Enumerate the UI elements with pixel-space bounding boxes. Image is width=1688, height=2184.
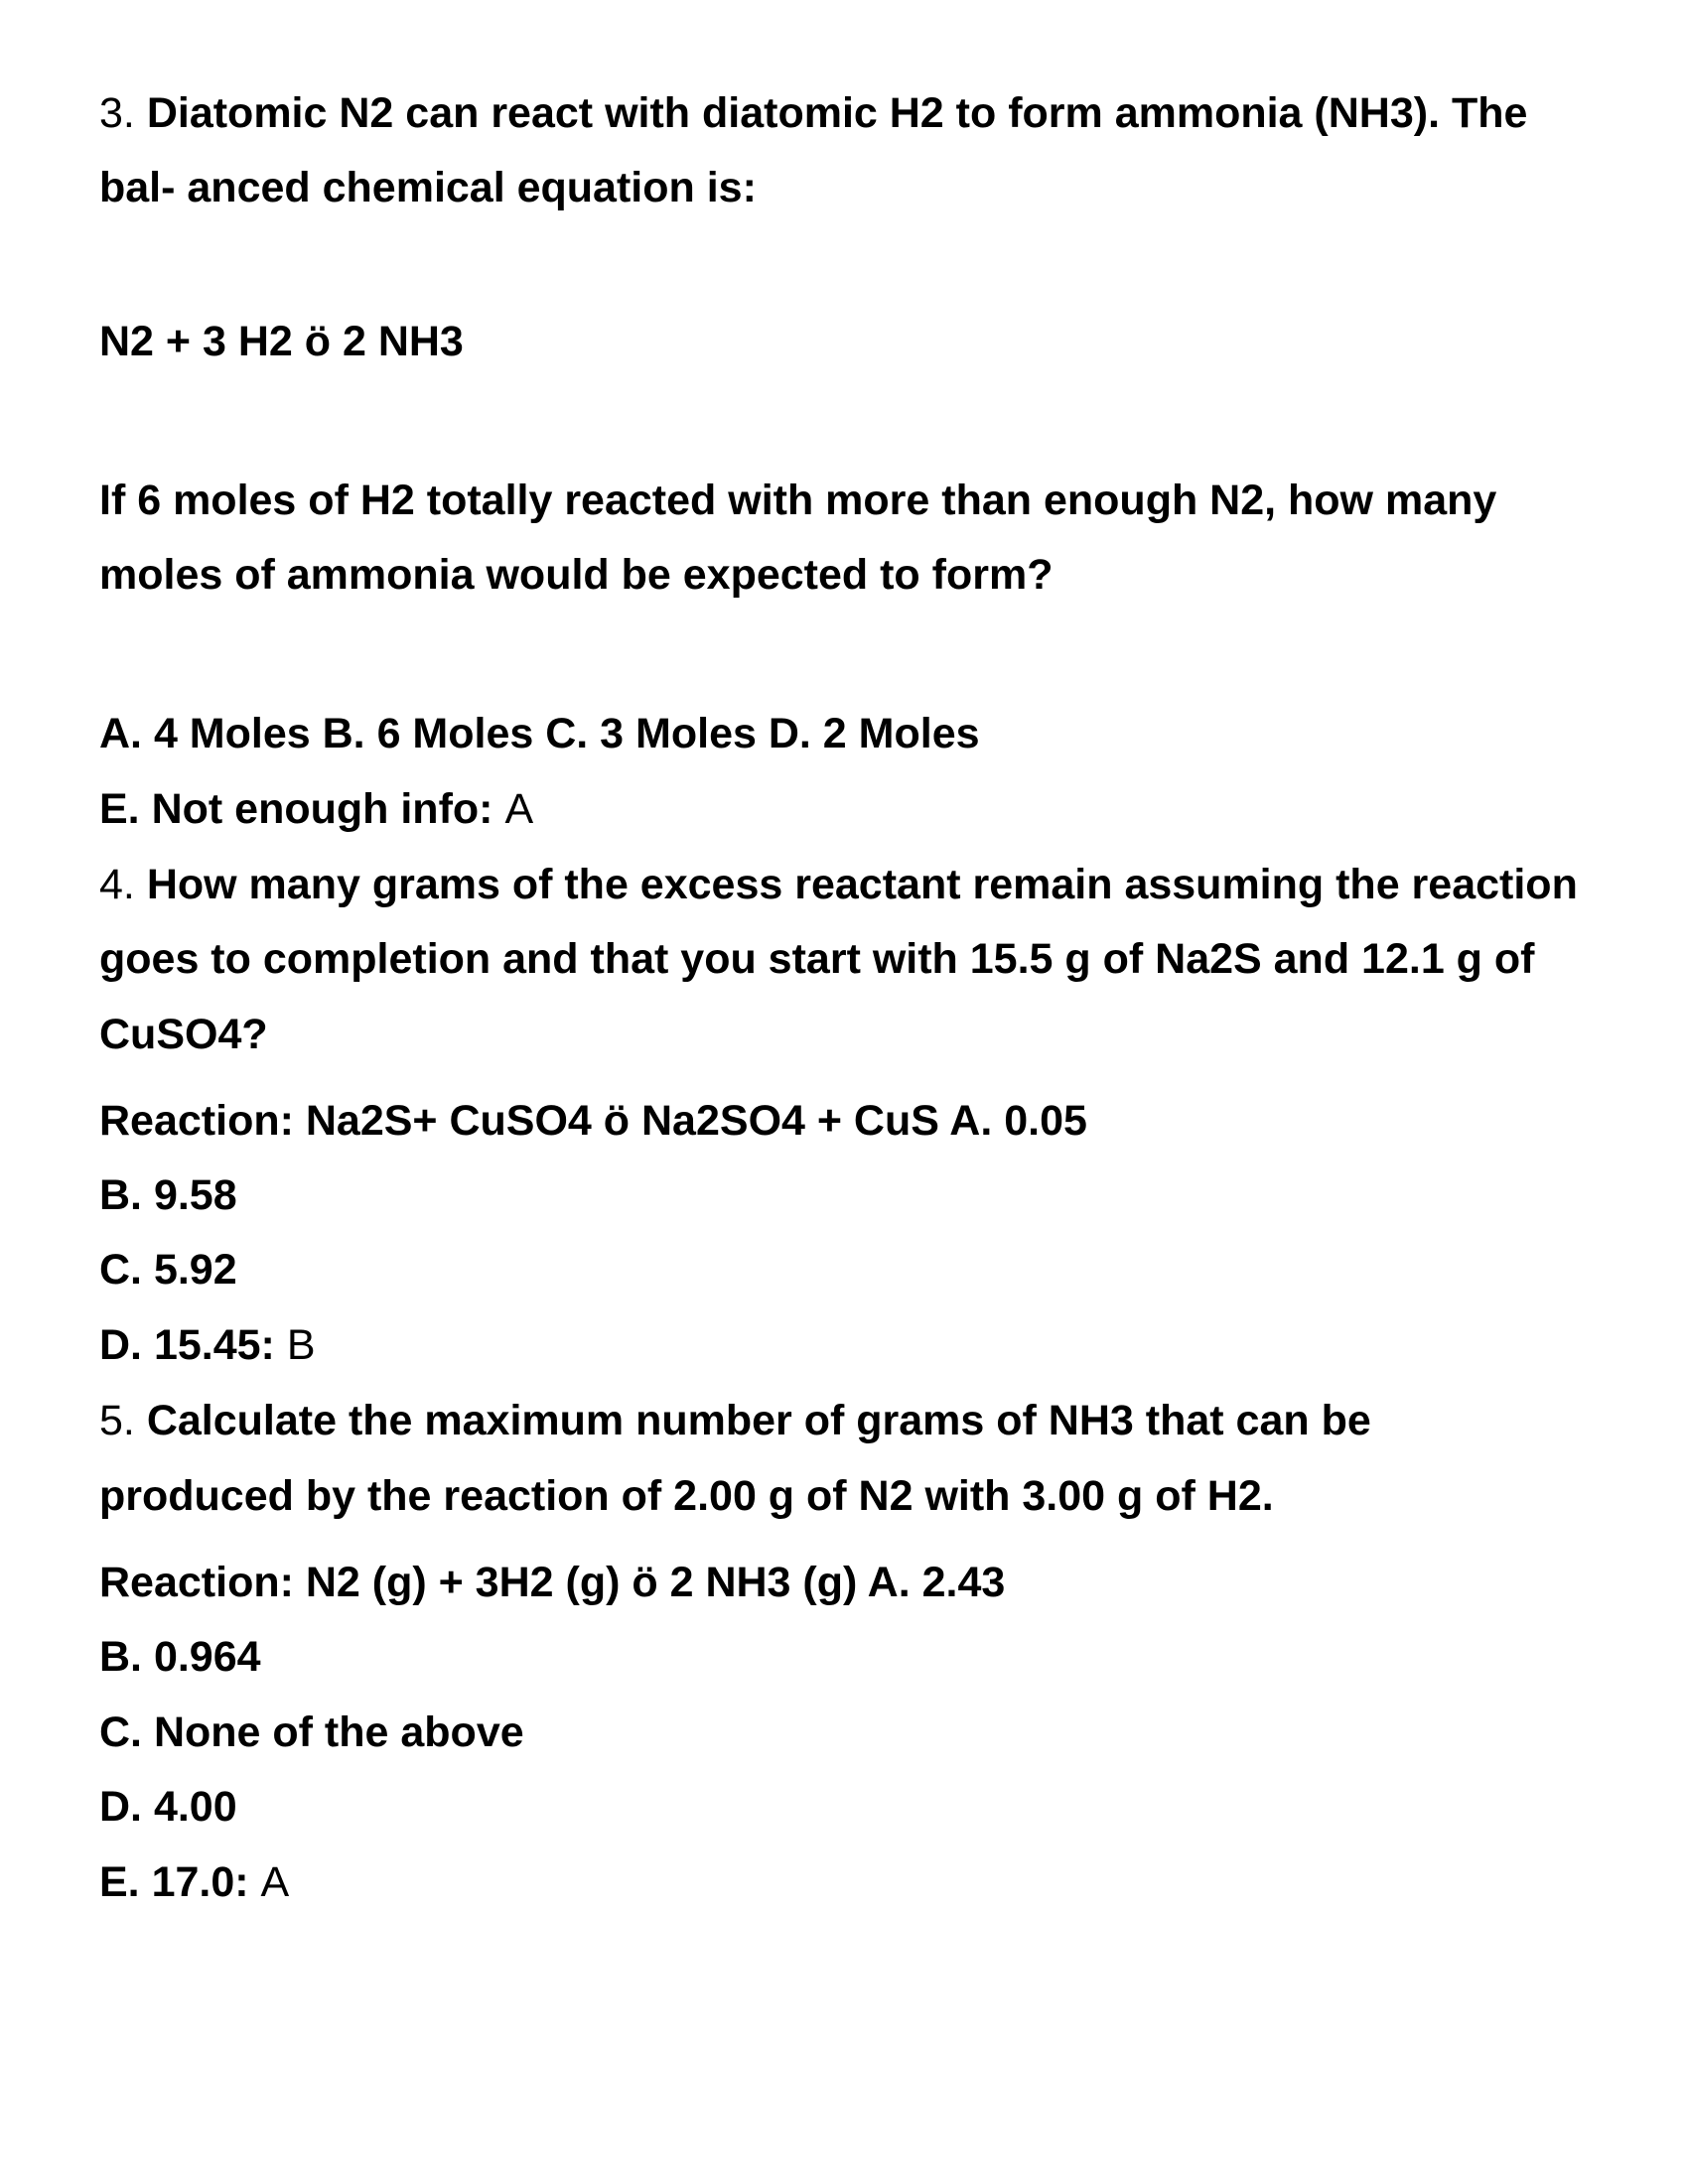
q4-line-1	[99, 861, 1578, 908]
q4-text-2: goes to completion and that you start with 15.5 g of Na2S and 12.1 g of	[99, 935, 1535, 983]
q3-number: 3.	[99, 89, 135, 137]
q3-answer: A	[504, 785, 534, 833]
q4-option-d: D. 15.45:	[99, 1321, 275, 1369]
q5-option-e: E. 17.0:	[99, 1858, 249, 1906]
q3-text-1: Diatomic N2 can react with diatomic H2 to form ammonia (NH3). The	[146, 89, 1528, 137]
q5-option-d: D. 4.00	[99, 1783, 237, 1831]
q3-prompt-2: moles of ammonia would be expected to form?	[99, 551, 1054, 599]
q3-options: A. 4 Moles B. 6 Moles C. 3 Moles D. 2 Moles	[99, 710, 980, 757]
q5-text-2: produced by the reaction of 2.00 g of N2 with 3.00 g of H2.	[99, 1472, 1274, 1520]
q5-option-b: B. 0.964	[99, 1633, 261, 1681]
q5-answer: A	[260, 1858, 290, 1906]
q3-line-1	[99, 89, 1528, 137]
q4-option-c: C. 5.92	[99, 1246, 237, 1294]
q4-number: 4.	[99, 861, 135, 908]
q3-equation: N2 + 3 H2 ö 2 NH3	[99, 318, 464, 365]
q5-option-c: C. None of the above	[99, 1708, 524, 1756]
q5-line-1	[99, 1397, 1371, 1444]
q5-number: 5.	[99, 1397, 135, 1444]
q4-option-b: B. 9.58	[99, 1171, 237, 1219]
q3-prompt-1: If 6 moles of H2 totally reacted with more than enough N2, how many	[99, 477, 1497, 524]
q4-reaction: Reaction: Na2S+ CuSO4 ö Na2SO4 + CuS A. 0.05	[99, 1097, 1087, 1145]
q3-last-option	[99, 785, 534, 833]
q5-reaction: Reaction: N2 (g) + 3H2 (g) ö 2 NH3 (g) A. 2.43	[99, 1559, 1006, 1606]
q5-text-1: Calculate the maximum number of grams of NH3 that can be	[146, 1397, 1371, 1444]
q4-text-1: How many grams of the excess reactant remain assuming the reaction	[146, 861, 1578, 908]
q3-text-2: bal- anced chemical equation is:	[99, 164, 757, 211]
q4-text-3: CuSO4?	[99, 1011, 268, 1058]
q3-option-e: E. Not enough info:	[99, 785, 493, 833]
q5-last-option	[99, 1858, 290, 1906]
q4-answer: B	[286, 1321, 316, 1369]
q4-last-option	[99, 1321, 316, 1369]
